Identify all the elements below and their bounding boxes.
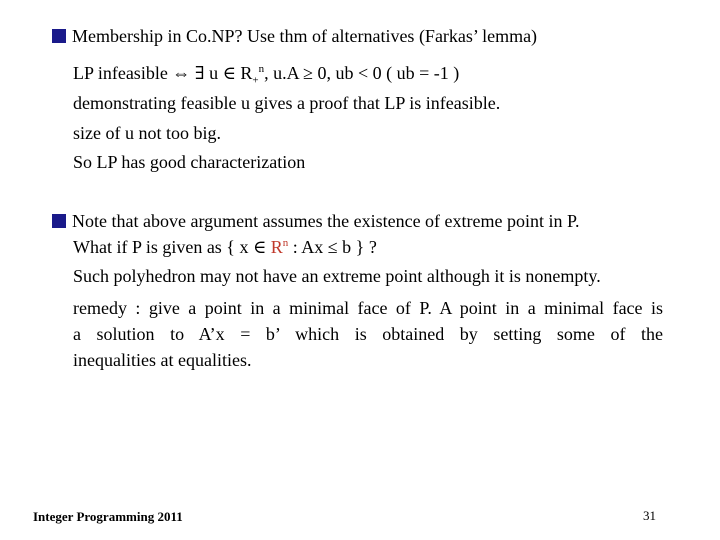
- lp-infeasible-line: [73, 61, 459, 85]
- remedy-paragraph: [73, 295, 663, 373]
- page-number: 31: [643, 508, 656, 523]
- footer-course-title: Integer Programming 2011: [33, 509, 183, 524]
- remedy-line-2: a solution to A’x = b’ which is obtained by setting some of the: [73, 324, 663, 344]
- bullet-membership-text: Membership in Co.NP? Use thm of alternatives (Farkas’ lemma): [72, 26, 538, 46]
- size-line: size of u not too big.: [73, 123, 221, 143]
- remedy-line-1: remedy : give a point in a minimal face of P. A point in a minimal face is: [73, 298, 663, 318]
- what-if-red-r: R: [270, 237, 283, 257]
- good-characterization-line: So LP has good characterization: [73, 152, 306, 172]
- demonstrating-line: demonstrating feasible u gives a proof that LP is infeasible.: [73, 93, 501, 113]
- what-if-sup: n: [282, 237, 289, 249]
- what-if-line: [73, 235, 377, 259]
- lp-line-part-a: LP infeasible ⇔ ∃ u ∈ R: [73, 63, 253, 83]
- lp-line-sup: n: [258, 63, 265, 75]
- bullet-square-icon: [52, 214, 66, 228]
- lp-line-sub: +: [252, 74, 259, 87]
- what-if-part-b: : Ax ≤ b } ?: [288, 237, 377, 257]
- lp-line-part-b: , u.A ≥ 0, ub < 0 ( ub = -1 ): [264, 63, 460, 83]
- bullet-note: [52, 209, 580, 233]
- bullet-membership: [52, 24, 537, 48]
- such-polyhedron-line: Such polyhedron may not have an extreme point although it is nonempty.: [73, 266, 601, 286]
- remedy-line-3: inequalities at equalities.: [73, 350, 252, 370]
- what-if-part-a: What if P is given as { x ∈: [73, 237, 271, 257]
- bullet-square-icon: [52, 29, 66, 43]
- bullet-note-text: Note that above argument assumes the existence of extreme point in P.: [72, 211, 580, 231]
